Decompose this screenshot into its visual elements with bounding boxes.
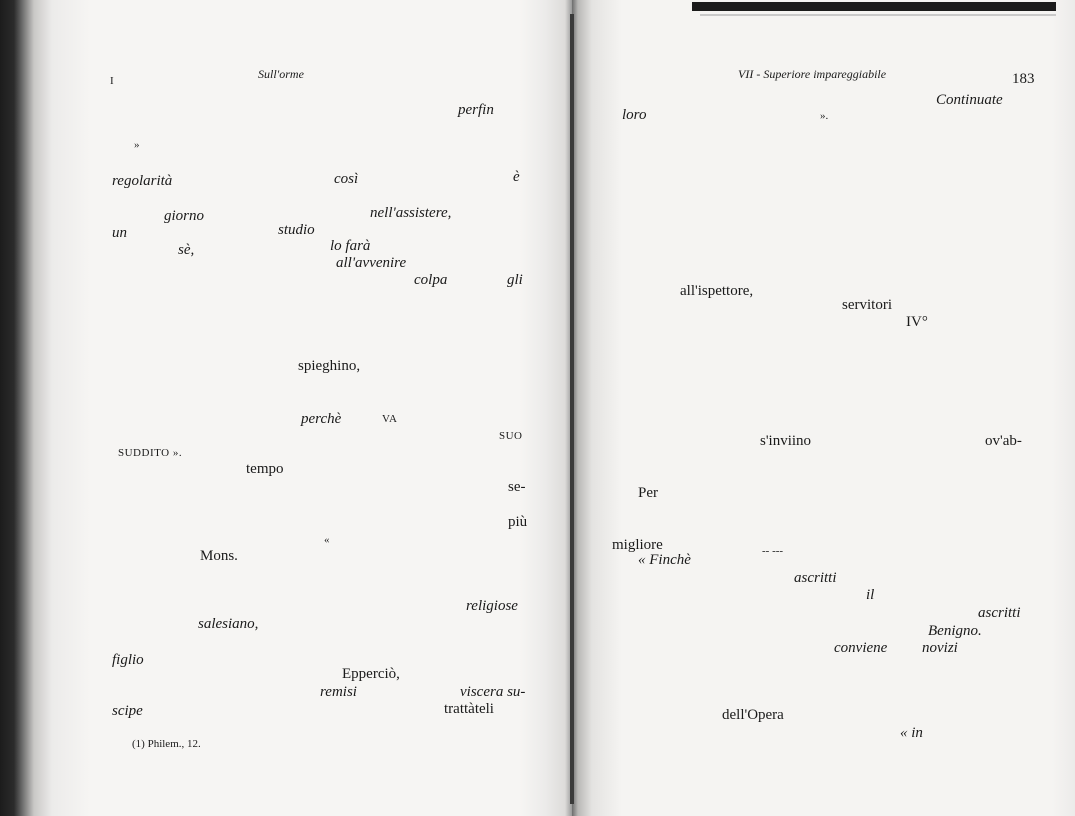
word: colpa xyxy=(414,272,448,288)
word: Per xyxy=(638,485,658,501)
word: Continuate xyxy=(936,92,1003,108)
word: sè, xyxy=(178,242,195,258)
word: ». xyxy=(820,110,829,122)
word: -- --- xyxy=(762,545,784,557)
word: perfin xyxy=(458,102,494,118)
word: » xyxy=(134,139,140,151)
word: IV° xyxy=(906,314,928,330)
word: SUDDITO ». xyxy=(118,447,183,459)
word: SUO xyxy=(499,430,523,442)
word: servitori xyxy=(842,297,892,313)
word: « xyxy=(324,534,330,546)
word: s'inviino xyxy=(760,433,812,449)
word: viscera su- xyxy=(460,684,526,700)
word: scipe xyxy=(112,703,143,719)
word: novizi xyxy=(922,640,958,656)
word: regolarità xyxy=(112,173,173,189)
word: nell'assistere, xyxy=(370,205,452,221)
word: se- xyxy=(508,479,526,495)
book-gutter xyxy=(570,14,574,804)
word: è xyxy=(513,169,520,185)
word: perchè xyxy=(301,411,342,427)
word: lo farà xyxy=(330,238,371,254)
left-header-number: I xyxy=(110,75,114,87)
word: migliore xyxy=(612,537,663,553)
word: Epperciò, xyxy=(342,666,400,682)
page-number: 183 xyxy=(1012,71,1035,87)
right-running-head: VII - Superiore impareggiabile xyxy=(738,67,887,81)
word: all'ispettore, xyxy=(680,283,754,299)
right-page xyxy=(572,0,1075,816)
word: spieghino, xyxy=(298,358,361,374)
word: all'avvenire xyxy=(336,255,407,271)
word: remisi xyxy=(320,684,357,700)
word: giorno xyxy=(164,208,205,224)
word: salesiano, xyxy=(198,616,259,632)
word: il xyxy=(866,587,875,603)
word: figlio xyxy=(112,652,144,668)
word: Benigno. xyxy=(928,623,982,639)
word: trattàteli xyxy=(444,701,494,717)
word: religiose xyxy=(466,598,518,614)
left-running-head: Sull'orme xyxy=(258,67,304,81)
word: ascritti xyxy=(978,605,1021,621)
word: « Finchè xyxy=(638,552,691,568)
scan-edge-bar xyxy=(692,2,1056,11)
word: studio xyxy=(278,222,315,238)
word: « in xyxy=(900,725,923,741)
word: tempo xyxy=(246,461,284,477)
word: più xyxy=(508,514,528,530)
word: ascritti xyxy=(794,570,837,586)
word: VA xyxy=(382,413,398,425)
scan-edge-line xyxy=(700,14,1056,16)
word: così xyxy=(334,171,359,187)
word: un xyxy=(112,225,127,241)
word: dell'Opera xyxy=(722,707,784,723)
word: Mons. xyxy=(200,548,238,564)
word: loro xyxy=(622,107,647,123)
word: conviene xyxy=(834,640,888,656)
word: ov'ab- xyxy=(985,433,1022,449)
word: gli xyxy=(507,272,523,288)
footnote: (1) Philem., 12. xyxy=(132,738,201,750)
